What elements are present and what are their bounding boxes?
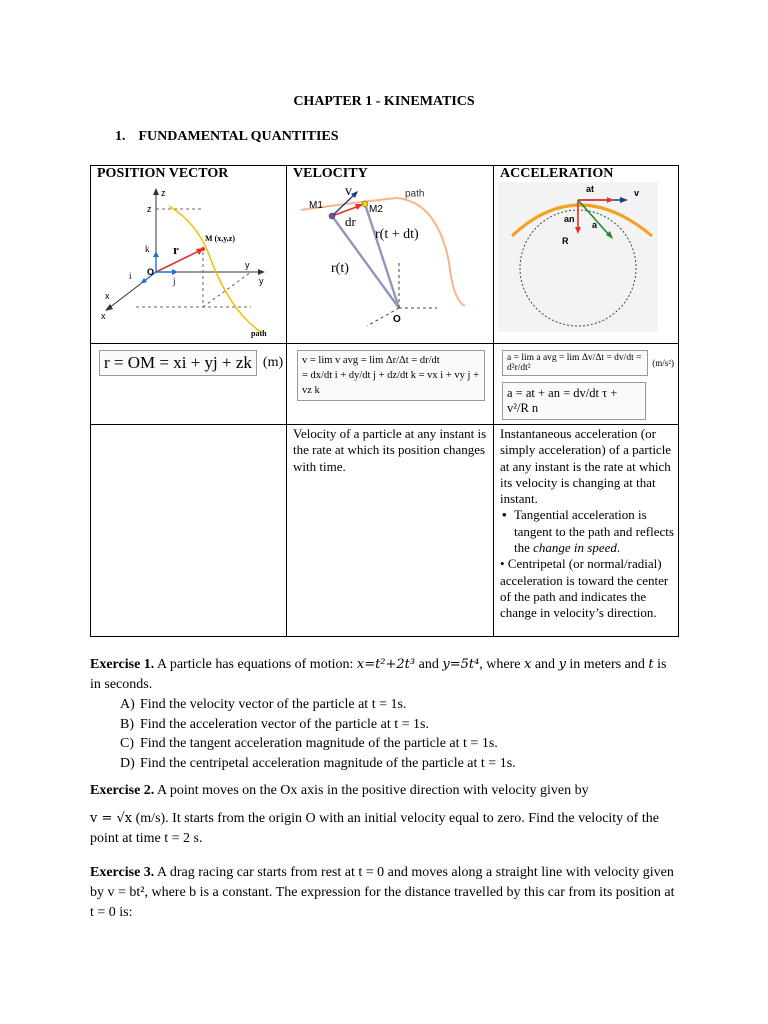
exercise-2-statement: Exercise 2. A point moves on the Ox axis in the positive direction with velocity given by: [90, 783, 589, 798]
table-row: [91, 425, 679, 637]
section-title: FUNDAMENTAL QUANTITIES: [138, 129, 339, 144]
z-tick-label: z: [147, 204, 152, 214]
rt-label: r(t): [331, 261, 349, 276]
header-acceleration: ACCELERATION: [500, 166, 614, 181]
r-label: R: [562, 236, 569, 246]
section-heading: [115, 129, 339, 145]
velocity-formula-cell: [287, 344, 494, 425]
at-label: at: [586, 184, 595, 194]
exercise-1-statement: Exercise 1. A particle has equations of motion: x=t²+2t³ and y=5t⁴, where x and y in meters and t is in seconds.: [90, 657, 667, 692]
an-label: an: [564, 214, 575, 224]
acceleration-bullets: [500, 507, 674, 556]
position-cell: [91, 166, 287, 344]
section-number: 1.: [115, 129, 126, 144]
list-item: A) Find the velocity vector of the particle at t = 1s.: [120, 697, 407, 712]
exercise-2: [90, 781, 680, 849]
path-label: path: [251, 329, 267, 338]
acceleration-bullet2: • Centripetal (or normal/radial) acceleration is toward the center of the path and indicates the change in velocity’s direction.: [500, 556, 669, 621]
kinematics-table: [90, 165, 679, 637]
exercise-3: [90, 863, 680, 923]
velocity-formula: [297, 350, 485, 401]
origin-label: O: [393, 314, 401, 325]
exercise-label: Exercise 1.: [90, 657, 155, 672]
velocity-formula-line2: = dx/dt i + dy/dt j + dz/dt k = vx i + vy j + vz k: [302, 370, 479, 396]
z-axis-label: z: [161, 188, 166, 198]
m2-label: M2: [369, 204, 383, 215]
v-label: v: [345, 183, 352, 199]
exercise-2-continued: v = √x (m/s). It starts from the origin O with an initial velocity equal to zero. Find the velocity of the point at time t = 2 s.: [90, 811, 659, 846]
acceleration-formula-cell: [494, 344, 679, 425]
rt-dt-label: r(t + dt): [375, 227, 419, 242]
header-position: POSITION VECTOR: [97, 166, 229, 181]
k-label: k: [145, 244, 150, 254]
list-item: • Tangential acceleration is tangent to the path and reflects the change in speed.: [514, 507, 674, 556]
acceleration-intro: Instantaneous acceleration (or simply acceleration) of a particle at any instant is the rate at which its velocity is changing at that instant.: [500, 426, 672, 507]
exercise-label: Exercise 3.: [90, 865, 155, 880]
velocity-desc-cell: [287, 425, 494, 637]
chapter-title: CHAPTER 1 - KINEMATICS: [293, 94, 475, 109]
exercise-label: Exercise 2.: [90, 783, 155, 798]
x-axis-label: x: [101, 311, 106, 321]
position-desc-cell: [91, 425, 287, 637]
m1-label: M1: [309, 200, 323, 211]
acceleration-diagram: [494, 182, 677, 342]
equation-y: y=5t⁴: [442, 657, 480, 672]
position-formula-cell: [91, 344, 287, 425]
point-label: M (x,y,z): [205, 234, 235, 243]
position-formula: [99, 350, 286, 376]
position-unit: (m): [262, 355, 284, 370]
list-item: D) Find the centripetal acceleration magnitude of the particle at t = 1s.: [120, 755, 516, 771]
position-formula-box: r = OM = xi + yj + zk: [99, 350, 257, 376]
acceleration-formula-row: [502, 350, 674, 376]
exercise-3-text: A drag racing car starts from rest at t = 0 and moves along a straight line with velocity given by v = bt², where b is a constant. The expression for the distance travelled by this car from its position at t = 0 is:: [90, 865, 675, 920]
origin-label: O: [147, 267, 155, 277]
equation-v: v = √x: [90, 811, 133, 826]
position-diagram: [91, 182, 285, 342]
x-tick-label: x: [105, 291, 110, 301]
r-label: r: [173, 242, 179, 257]
acceleration-unit: (m/s²): [652, 358, 674, 368]
exercise-1-options: [115, 695, 680, 773]
acceleration-cell: [494, 166, 679, 344]
list-item: C) Find the tangent acceleration magnitude of the particle at t = 1s.: [120, 736, 498, 751]
header-velocity: VELOCITY: [293, 166, 368, 181]
velocity-cell: [287, 166, 494, 344]
acceleration-formula-2: a = at + an = dv/dt τ + v²/R n: [502, 382, 646, 420]
dr-label: dr: [345, 214, 356, 229]
velocity-formula-line1: v = lim v avg = lim Δr/Δt = dr/dt: [302, 355, 440, 366]
acceleration-description: [494, 425, 678, 622]
table-row: [91, 166, 679, 344]
list-item: B) Find the acceleration vector of the particle at t = 1s.: [120, 716, 429, 732]
a-label: a: [592, 220, 598, 230]
exercise-1: [90, 655, 680, 773]
i-label: i: [129, 271, 132, 281]
table-row: [91, 344, 679, 425]
y-axis-label: y: [259, 276, 264, 286]
path-label: path: [405, 188, 425, 200]
velocity-diagram: [287, 182, 492, 342]
y-tick-label: y: [245, 260, 250, 270]
j-label: j: [173, 276, 176, 286]
velocity-description: Velocity of a particle at any instant is the rate at which its position changes with time.: [293, 426, 487, 474]
equation-x: x=t²+2t³: [356, 657, 416, 672]
acceleration-desc-cell: [494, 425, 679, 637]
acceleration-formula-1: a = lim a avg = lim Δv/Δt = dv/dt = d²r/dt²: [502, 350, 648, 376]
v-label: v: [634, 188, 640, 198]
